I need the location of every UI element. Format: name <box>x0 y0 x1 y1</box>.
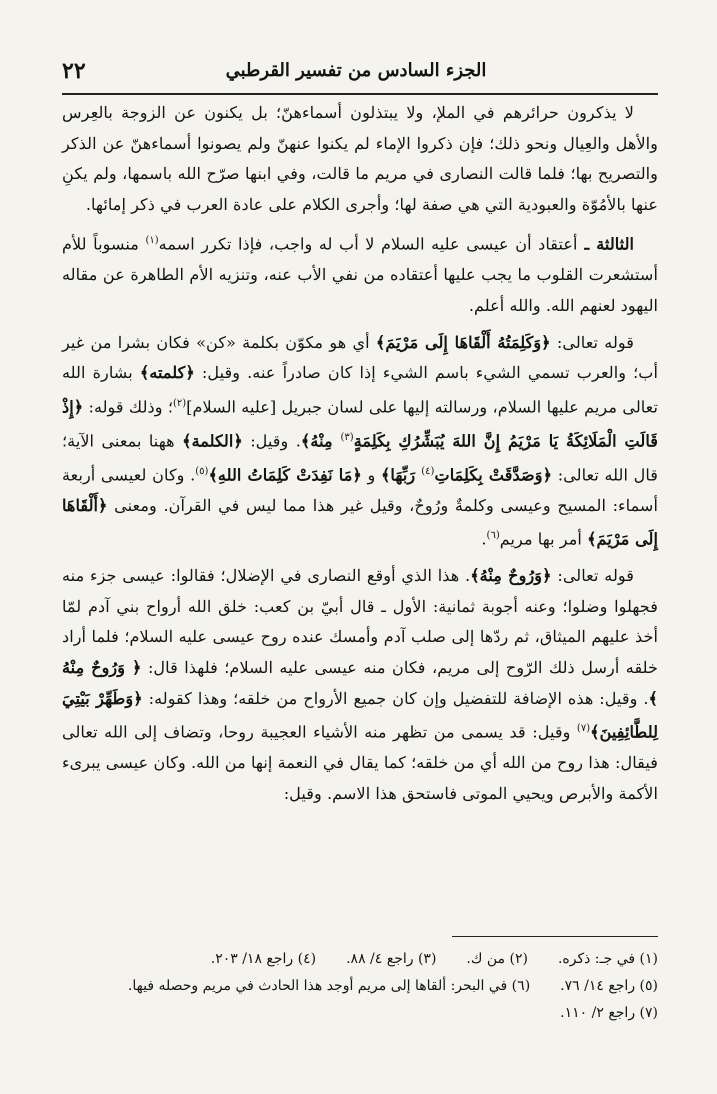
text-run: قوله تعالى: <box>550 332 634 352</box>
footnote-row <box>62 973 658 1000</box>
text-run: قوله تعالى: <box>551 566 634 586</box>
text-run: و <box>361 465 381 485</box>
footnote-marker: (٧) <box>576 723 591 735</box>
paragraph <box>62 98 658 220</box>
footnote-marker: (٦) <box>486 530 500 542</box>
text-run: . وكان لعيسى أربعة أسماء: المسيح وعيسى وكلمةٌ ورُوحٌ، وقيل غير هذا مما ليس في القرآن. ومعنى <box>62 465 658 515</box>
text-run: . وقيل: هذه الإضافة للتفضيل وإن كان جميع الأرواح من خلقه؛ وهذا كقوله: <box>142 688 649 708</box>
text-run: ؛ وذلك قوله: <box>83 397 173 417</box>
quran-quote: ﴿ وَرُوحٌ مِنْهُ ﴾ <box>62 658 658 708</box>
text-run: بشارة الله تعالى مريم عليها السلام، ورسالته إليها على لسان جبريل [عليه السلام] <box>62 363 658 417</box>
body-text <box>62 98 658 809</box>
footnote-row <box>62 1000 658 1027</box>
issue-heading: الثالثة ـ <box>577 234 634 254</box>
footnote: (٣) راجع ٤/ ٨٨. <box>346 951 437 967</box>
quran-quote: ﴿وَصَدَّقَتْ بِكَلِمَاتِ <box>434 465 553 485</box>
footnote: (٦) في البحر: ألقاها إلى مريم أوجد هذا الحادث في مريم وحصله فيها. <box>127 978 531 994</box>
text-run: لا يذكرون حرائرهم في الملإ، ولا يبتذلون أسماءهنّ؛ بل يكنون عن الزوجة بالعِرس والأهل والعِيال ونحو ذلك؛ فإن ذكروا الإماء لم يكنوا عنهنّ ولم يصونوا أسماءهنّ عن الذكر والتصريح بها؛ فلما قالت النصارى في مريم ما قالت، وفي ابنها صرّح الله باسمها، ولم يكنِ عنها بالأمُوّة والعبودية التي هي صفة لها؛ وأجرى الكلام على عادة العرب في ذكر إمائها. <box>62 103 658 214</box>
paragraph <box>62 561 658 809</box>
footnote-marker: (٢) <box>172 397 187 409</box>
footnote-marker: (٣) <box>340 431 354 443</box>
footnote: (٢) من ك. <box>466 951 528 967</box>
quran-quote: ﴿وَرُوحٌ مِنْهُ﴾ <box>470 566 552 586</box>
quran-quote: ﴿وَكَلِمَتُهُ أَلْقَاهَا إِلَى مَرْيَمَ﴾ <box>375 332 551 352</box>
text-run: أي هو مكوّن بكلمة «كن» فكان بشرا من غير أب؛ والعرب تسمي الشيء باسم الشيء إذا كان صادراً عنه. وقيل: <box>62 332 658 383</box>
text-run: . وقيل: <box>242 431 301 451</box>
quran-quote: ﴿وَطَهِّرْ بَيْتِيَ لِلطَّائِفِينَ﴾ <box>62 688 658 742</box>
text-run: وقيل: قد يسمى من تظهر منه الأشياء العجيبة روحا، وتضاف إلى الله تعالى فيقال: هذا روح من الله أي من خلقه؛ كما يقال في النعمة إنها من الله. وكان عيسى يبرىء الأكمة والأبرص ويحيي الموتى فاستحق هذا الاسم. وقيل: <box>62 722 658 803</box>
quran-quote: ﴿كلمته﴾ <box>139 363 195 383</box>
paragraph <box>62 328 658 556</box>
text-run: أمر بها مريم <box>499 529 588 549</box>
quran-quote: رَبِّهَا﴾ <box>380 465 422 485</box>
text-run: . <box>481 529 487 549</box>
footnote: (٥) راجع ١٤/ ٧٦. <box>560 978 658 994</box>
footnote-divider <box>452 936 658 937</box>
running-title: الجزء السادس من تفسير القرطبي <box>225 60 487 81</box>
text-run: ههنا بمعنى الآية؛ قال الله تعالى: <box>62 431 658 485</box>
header-divider <box>62 93 658 95</box>
quran-quote: مِنْهُ﴾ <box>300 431 341 451</box>
page-number: ٢٢ <box>62 58 86 84</box>
footnote-marker: (٤) <box>421 465 435 477</box>
footnote-row <box>62 946 658 973</box>
footnote-marker: (٥) <box>195 465 209 477</box>
quran-quote: ﴿إِذْ قَالَتِ الْمَلَائِكَةُ يَا مَرْيَمُ إِنَّ اللهَ يُبَشِّرُكِ بِكَلِمَةٍ <box>62 397 658 451</box>
footnote: (٤) راجع ١٨/ ٢٠٣. <box>210 951 317 967</box>
footnote: (٧) راجع ٢/ ١١٠. <box>560 1005 658 1021</box>
text-run: أعتقاد أن عيسى عليه السلام لا أب له واجب، فإذا تكرر اسمه <box>158 234 578 254</box>
quran-quote: ﴿مَا نَفِدَتْ كَلِمَاتُ اللهِ﴾ <box>208 465 362 485</box>
page-header <box>62 54 650 88</box>
footnote: (١) في جـ: ذكره. <box>557 951 658 967</box>
footnote-marker: (١) <box>145 235 159 247</box>
quran-quote: ﴿أَلْقَاهَا إِلَى مَرْيَمَ﴾ <box>62 495 658 549</box>
footnotes <box>62 946 658 1027</box>
quran-quote: ﴿الكلمة﴾ <box>182 431 243 451</box>
paragraph <box>62 226 658 321</box>
text-run: منسوباً للأم أستشعرت القلوب ما يجب عليها أعتقاده من نفي الأب عنه، وتنزيه الأم الطاهرة عن مقاله اليهود لعنهم الله. والله أعلم. <box>62 234 658 315</box>
text-run: . هذا الذي أوقع النصارى في الإضلال؛ فقالوا: عيسى جزء منه فجهلوا وضلوا؛ وعنه أجوبة ثمانية: الأول ـ قال أبيّ بن كعب: خلق الله أرواح بني آدم لمّا أخذ عليهم الميثاق، ثم ردّها إلى صلب آدم وأمسك عنده روح عيسى عليه السلام؛ فلما أراد خلقه أرسل ذلك الرّوح إلى مريم، فكان منه عيسى عليه السلام؛ فلهذا قال: <box>62 566 659 678</box>
